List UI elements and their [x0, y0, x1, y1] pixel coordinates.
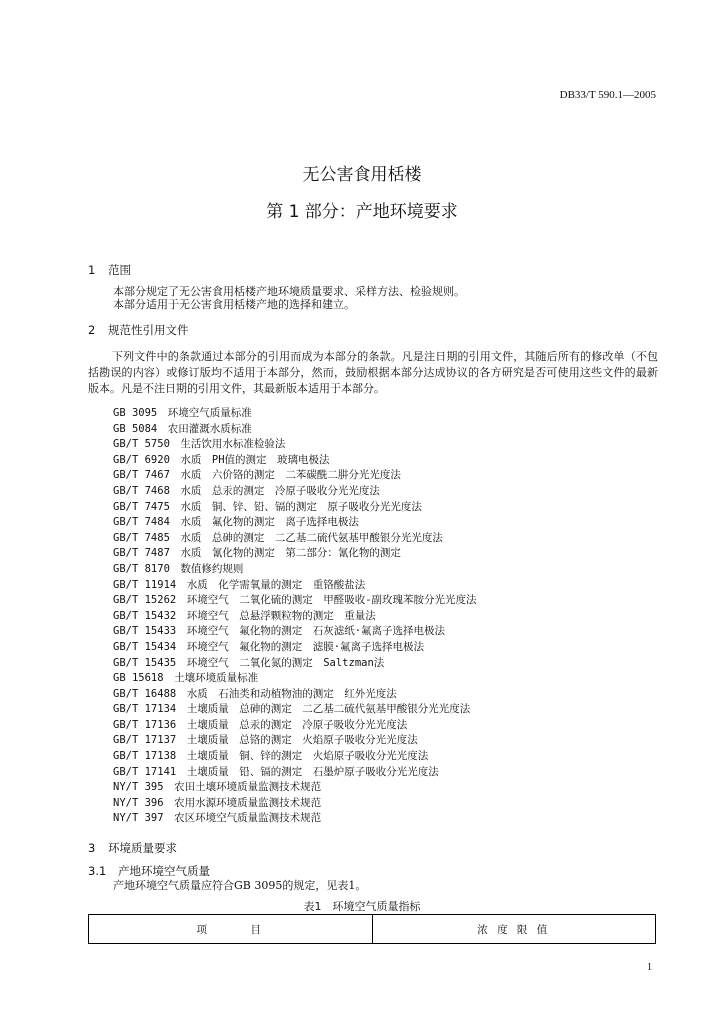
- part-title: 第 1 部分：产地环境要求: [266, 202, 458, 222]
- reference-list: [113, 406, 477, 827]
- reference-item: GB/T 6920 水质 PH值的测定 玻璃电极法: [113, 453, 330, 466]
- section-number: 3.1: [88, 864, 107, 878]
- section-3-1-heading: [88, 863, 210, 879]
- reference-item: GB/T 7468 水质 总汞的测定 冷原子吸收分光光度法: [113, 484, 380, 497]
- section-1-heading: [88, 262, 131, 278]
- scope-line-1: 本部分规定了无公害食用栝楼产地环境质量要求、采样方法、检验规则。: [113, 285, 465, 298]
- reference-item: GB/T 15435 环境空气 二氧化氮的测定 Saltzman法: [113, 656, 385, 669]
- reference-item: GB/T 11914 水质 化学需氧量的测定 重铬酸盐法: [113, 578, 366, 591]
- section-title: 范围: [108, 263, 131, 277]
- reference-item: NY/T 397 农区环境空气质量监测技术规范: [113, 812, 322, 825]
- section-3-heading: [88, 840, 177, 856]
- reference-item: GB 3095 环境空气质量标准: [113, 407, 252, 419]
- section-2-heading: [88, 322, 189, 338]
- reference-item: GB/T 15432 环境空气 总悬浮颗粒物的测定 重量法: [113, 609, 376, 622]
- document-title: 无公害食用栝楼: [302, 165, 422, 185]
- scope-line-2: 本部分适用于无公害食用栝楼产地的选择和建立。: [113, 298, 355, 311]
- table-header-row: [89, 915, 656, 944]
- column-header-limit: 浓 度 限 值: [372, 915, 656, 944]
- reference-item: GB/T 17136 土壤质量 总汞的测定 冷原子吸收分光光度法: [113, 718, 408, 731]
- section-title: 产地环境空气质量: [118, 864, 210, 878]
- reference-item: GB/T 5750 生活饮用水标准检验法: [113, 438, 286, 451]
- reference-item: GB/T 15433 环境空气 氟化物的测定 石灰滤纸·氟离子选择电极法: [113, 625, 446, 638]
- reference-item: NY/T 396 农用水源环境质量监测技术规范: [113, 796, 322, 809]
- section-number: 1: [88, 263, 96, 277]
- reference-item: GB/T 17134 土壤质量 总砷的测定 二乙基二硫代氨基甲酸银分光光度法: [113, 703, 471, 716]
- reference-item: GB/T 7485 水质 总砷的测定 二乙基二硫代氨基甲酸银分光光度法: [113, 531, 443, 544]
- section-3-1-text: 产地环境空气质量应符合GB 3095的规定，见表1。: [113, 879, 367, 892]
- section-number: 3: [88, 841, 96, 855]
- reference-item: GB/T 17137 土壤质量 总铬的测定 火焰原子吸收分光光度法: [113, 734, 418, 747]
- reference-item: GB/T 7475 水质 铜、锌、铅、镉的测定 原子吸收分光光度法: [113, 500, 422, 513]
- section-number: 2: [88, 323, 96, 337]
- references-intro: 下列文件中的条款通过本部分的引用而成为本部分的条款。凡是注日期的引用文件，其随后所有的修改单（不包括勘误的内容）或修订版均不适用于本部分，然而，鼓励根据本部分达成协议的各方研究是否可使用这些文件的最新版本。凡是不注日期的引用文件，其最新版本适用于本部分。: [88, 350, 658, 395]
- reference-item: GB/T 15262 环境空气 二氧化硫的测定 甲醛吸收-副玫瑰苯胺分光光度法: [113, 594, 477, 607]
- document-code: DB33/T 590.1—2005: [559, 89, 656, 101]
- reference-item: GB/T 17138 土壤质量 铜、锌的测定 火焰原子吸收分光光度法: [113, 750, 429, 763]
- reference-item: GB/T 8170 数值修约规则: [113, 562, 244, 575]
- page-number: 1: [647, 962, 652, 973]
- reference-item: GB/T 7487 水质 氰化物的测定 第二部分：氰化物的测定: [113, 547, 401, 560]
- table-caption: 表1 环境空气质量指标: [303, 900, 421, 913]
- column-header-item: 项 目: [89, 915, 373, 944]
- reference-item: GB/T 17141 土壤质量 铅、镉的测定 石墨炉原子吸收分光光度法: [113, 765, 439, 778]
- reference-item: NY/T 395 农田土壤环境质量监测技术规范: [113, 781, 322, 794]
- air-quality-table: [88, 914, 656, 944]
- section-title: 规范性引用文件: [108, 323, 189, 337]
- reference-item: GB 15618 土壤环境质量标准: [113, 672, 259, 685]
- reference-item: GB/T 16488 水质 石油类和动植物油的测定 红外光度法: [113, 687, 397, 700]
- reference-item: GB/T 15434 环境空气 氟化物的测定 滤膜·氟离子选择电极法: [113, 640, 425, 653]
- reference-item: GB/T 7467 水质 六价铬的测定 二苯碳酰二肼分光光度法: [113, 469, 401, 482]
- reference-item: GB 5084 农田灌溉水质标准: [113, 422, 252, 435]
- section-title: 环境质量要求: [108, 841, 177, 855]
- reference-item: GB/T 7484 水质 氟化物的测定 离子选择电极法: [113, 516, 359, 529]
